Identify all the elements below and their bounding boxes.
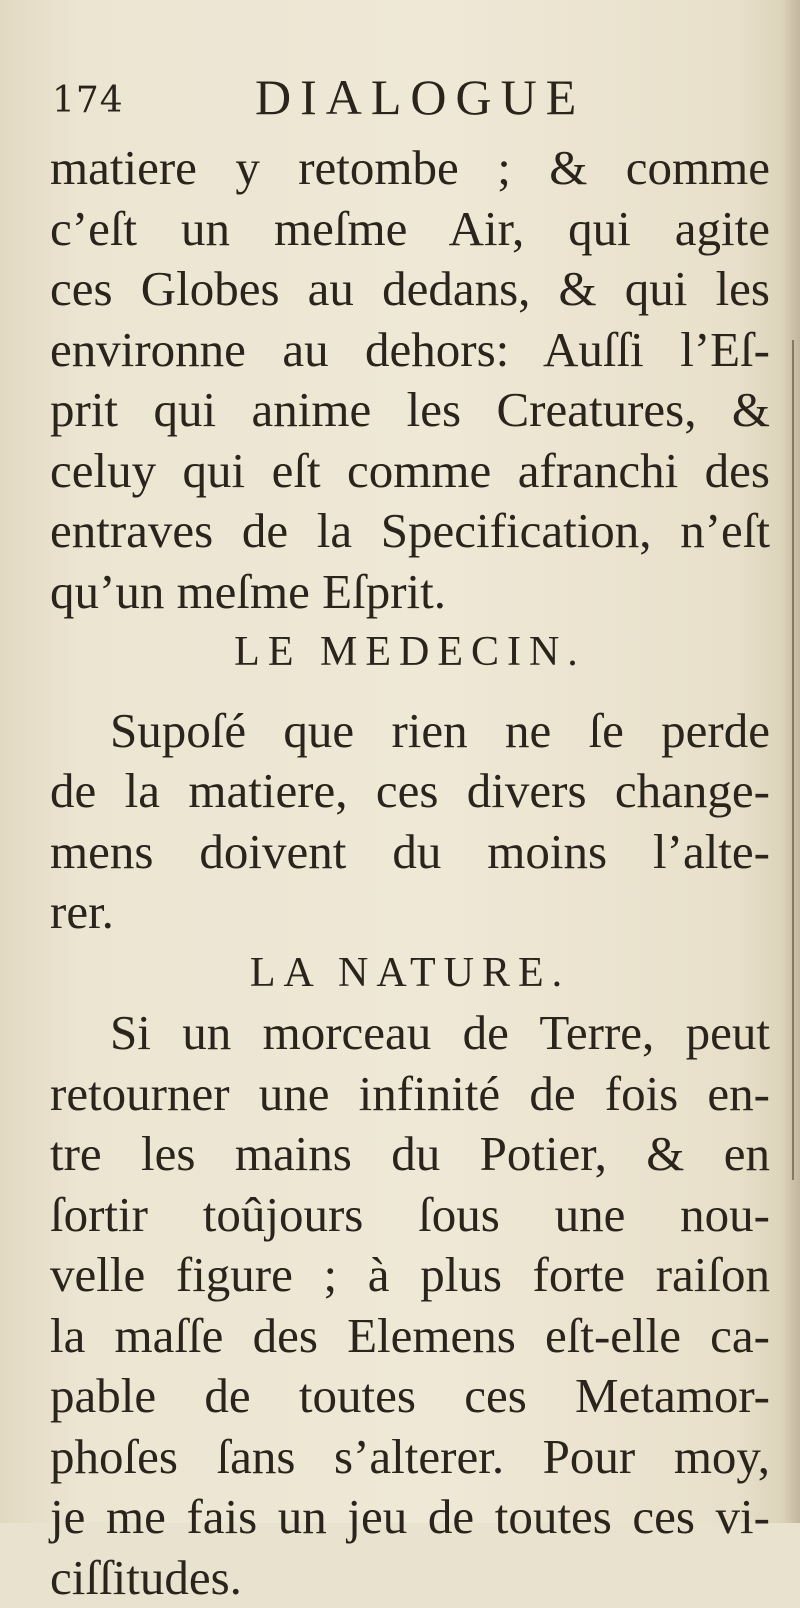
text-line: pable de toutes ces Metamor- [50,1366,770,1427]
text-line: entraves de la Specification, n’eſt [50,501,770,562]
speaker-heading: LA NATURE. [50,943,770,1004]
page-number: 174 [52,80,124,121]
paragraph-3 [50,1003,770,1608]
page-edge-line [792,340,794,1180]
text-line: ces Globes au dedans, & qui les [50,259,770,320]
text-line: rer. [50,882,770,943]
text-line: prit qui anime les Creatures, & [50,380,770,441]
text-line: retourner une infinité de fois en- [50,1064,770,1125]
text-block [50,60,770,1608]
page-header [50,60,770,138]
spacer [50,683,770,701]
text-line: ciſſitudes. [50,1548,770,1608]
text-line: qu’un meſme Eſprit. [50,562,770,623]
text-line: Si un morceau de Terre, peut [50,1003,770,1064]
paragraph-2 [50,701,770,943]
text-line: tre les mains du Potier, & en [50,1124,770,1185]
text-line: matiere y retombe ; & comme [50,138,770,199]
text-line: celuy qui eſt comme afranchi des [50,441,770,502]
text-line: c’eſt un meſme Air, qui agite [50,199,770,260]
text-line: je me fais un jeu de toutes ces vi- [50,1487,770,1548]
text-line: environne au dehors: Auſſi l’Eſ- [50,320,770,381]
text-line: mens doivent du moins l’alte- [50,822,770,883]
text-line: phoſes ſans s’alterer. Pour moy, [50,1427,770,1488]
text-line: Supoſé que rien ne ſe perde [50,701,770,762]
speaker-heading: LE MEDECIN. [50,622,770,683]
text-line: ſortir toûjours ſous une nou- [50,1185,770,1246]
paragraph-1 [50,138,770,622]
text-line: velle figure ; à plus forte raiſon [50,1245,770,1306]
page-edge-shadow [782,0,800,1523]
running-head: DIALOGUE [255,68,585,126]
text-line: la maſſe des Elemens eſt-elle ca- [50,1306,770,1367]
text-line: de la matiere, ces divers change- [50,761,770,822]
